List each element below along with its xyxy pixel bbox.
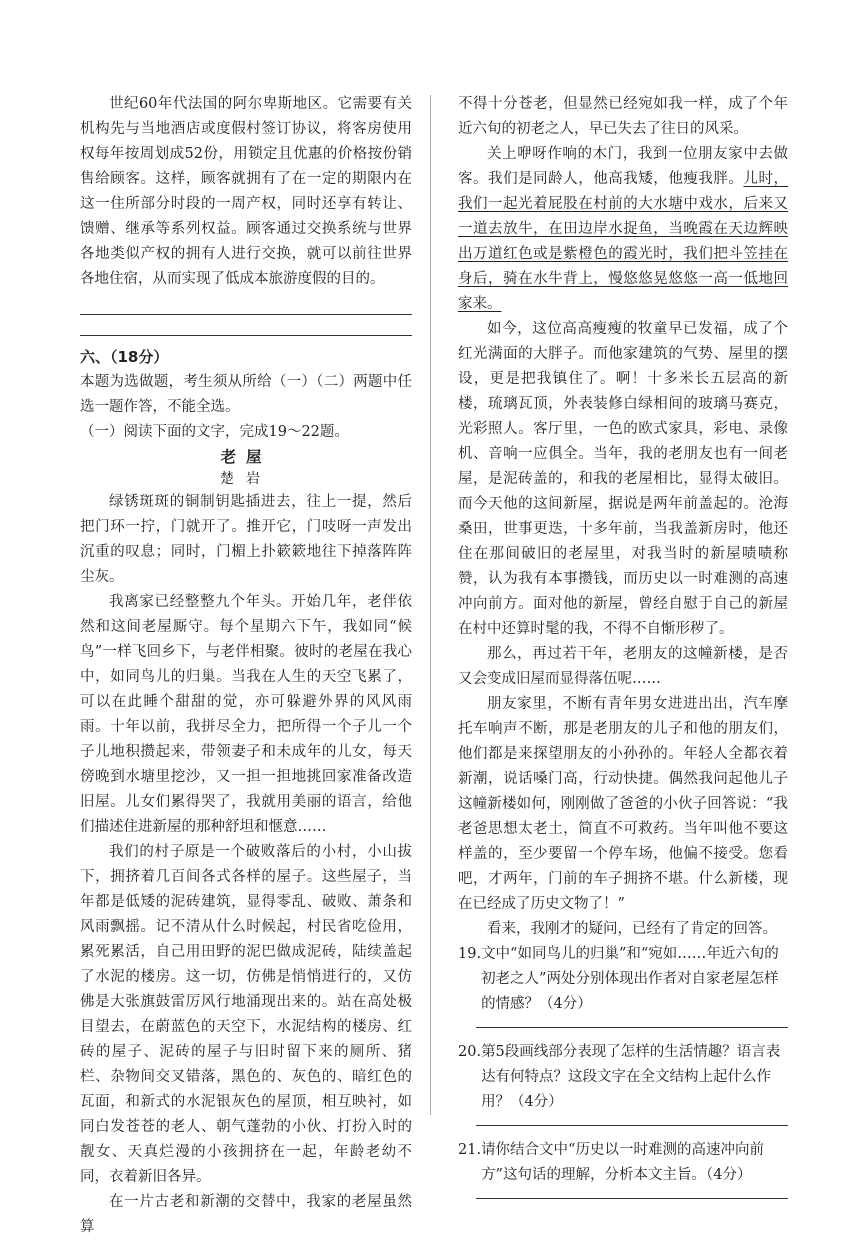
question-number: 21.: [458, 1142, 482, 1158]
left-column: [80, 92, 412, 1240]
question-number: 20.: [458, 1044, 482, 1060]
section-title: 六、（18分）: [80, 348, 169, 366]
essay-title: 老屋: [220, 447, 272, 466]
question-text: 请你结合文中“历史以一时难测的高速冲向前方”这句话的理解，分析本文主旨。（4分）: [481, 1142, 764, 1183]
question-text: 文中“如同鸟儿的归巢”和“宛如……年近六旬的初老之人”两处分别体现出作者对自家老屋怎样的情感？（4分）: [481, 946, 779, 1012]
essay-paragraph-7: 那么，再过若干年，老朋友的这幢新楼，是否又会变成旧屋而显得落伍呢……: [458, 646, 788, 687]
essay-paragraph-1: 绿锈斑斑的铜制钥匙插进去，往上一提，然后把门环一拧，门就开了。推开它，门吱呀一声发出沉重的叹息；同时，门楣上扑簌簌地往下掉落阵阵尘灰。: [80, 494, 412, 585]
essay-paragraph-9: 看来，我刚才的疑问，已经有了肯定的回答。: [487, 921, 777, 937]
section-instruction: 本题为选做题，考生须从所给（一）（二）两题中任选一题作答，不能全选。: [80, 374, 412, 415]
paragraph-5-start: 关上咿呀作响的木门，我到一位朋友家中去做客。我们是同龄人，他高我矮，他瘦我胖。: [458, 146, 788, 187]
question-21: [458, 1138, 788, 1188]
question-20: [458, 1040, 788, 1115]
intro-paragraph: 世纪60年代法国的阿尔卑斯地区。它需要有关机构先与当地酒店或度假村签订协议，将客房使用权每年按周划成52份，用锁定且优惠的价格按份销售给顾客。这样，顾客就拥有了在一定的期限内在这一住所部分时段的一周产权，同时还享有转让、馈赠、继承等系列权益。顾客通过交换系统与世界各地类似产权的拥有人进行交换，就可以前往世界各地住宿，从而实现了低成本旅游度假的目的。: [80, 96, 412, 287]
question-number: 19.: [458, 946, 482, 962]
essay-paragraph-8: 朋友家里，不断有青年男女进进出出，汽车摩托车响声不断，那是老朋友的儿子和他的朋友们，他们都是来探望朋友的小孙孙的。年轻人全都衣着新潮，说话嗓门高，行动快捷。偶然我问起他儿子这幢新楼如何，刚刚做了爸爸的小伙子回答说：“我老爸思想太老土，简直不可救药。当年叫他不要这样盖的，至少要留一个停车场，他偏不接受。您看吧，才两年，门前的车子拥挤不堪。什么新楼，现在已经成了历史文物了！”: [458, 696, 788, 912]
answer-line: [80, 314, 412, 315]
sub-instruction: （一）阅读下面的文字，完成19～22题。: [80, 424, 349, 440]
essay-paragraph-4-cont: 不得十分苍老，但显然已经宛如我一样，成了个年近六旬的初老之人，早已失去了往日的风采。: [458, 96, 788, 137]
essay-paragraph-5: [458, 142, 788, 317]
essay-paragraph-3: 我们的村子原是一个破败落后的小村，小山拔下，拥挤着几百间各式各样的屋子。这些屋子，当年都是低矮的泥砖建筑，显得零乱、破败、萧条和风雨飘摇。记不清从什么时候起，村民省吃俭用，累死累活，自己用田野的泥巴做成泥砖，陆续盖起了水泥的楼房。这一切，仿佛是悄悄进行的，又仿佛是大张旗鼓雷厉风行地涌现出来的。站在高处极目望去，在蔚蓝色的天空下，水泥结构的楼房、红砖的屋子、泥砖的屋子与旧时留下来的厕所、猪栏、杂物间交叉错落，黑色的、灰色的、暗红色的瓦面，和新式的水泥银灰色的屋顶，相互映衬，如同白发苍苍的老人、朝气蓬勃的小伙、打扮入时的靓女、天真烂漫的小孩拥挤在一起，年龄老幼不同，衣着新旧各异。: [80, 844, 412, 1185]
essay-paragraph-4: 在一片古老和新潮的交替中，我家的老屋虽然算: [80, 1194, 412, 1235]
essay-paragraph-2: 我离家已经整整九个年头。开始几年，老伴依然和这间老屋厮守。每个星期六下午，我如同“候鸟”一样飞回乡下，与老伴相聚。彼时的老屋在我心中，如同鸟儿的归巢。当我在人生的天空飞累了，可以在此睡个甜甜的觉，亦可躲避外界的风风雨雨。十年以前，我拼尽全力，把所得一个子儿一个子儿地积攒起来，带领妻子和未成年的儿女，每天傍晚到水塘里挖沙，又一担一担地挑回家准备改造旧屋。儿女们累得哭了，我就用美丽的语言，给他们描述住进新屋的那种舒坦和惬意……: [80, 594, 412, 835]
question-19: [458, 942, 788, 1017]
essay-paragraph-6: 如今，这位高高瘦瘦的牧童早已发福，成了个红光满面的大胖子。而他家建筑的气势、屋里的摆设，更是把我镇住了。啊！十多米长五层高的新楼，琉璃瓦顶，外表装修白绿相间的玻璃马赛克，光彩照人。客厅里，一色的欧式家具，彩电、录像机、音响一应俱全。当年，我的老朋友也有一间老屋，是泥砖盖的，和我的老屋相比，显得太破旧。而今天他的这间新屋，据说是两年前盖起的。沧海桑田，世事更迭，十多年前，当我盖新房时，他还住在那间破旧的老屋里，对我当时的新屋啧啧称赞，认为我有本事攒钱，而历史以一时难测的高速冲向前方。面对他的新屋，曾经自慰于自己的新屋在村中还算时髦的我，不得不自惭形秽了。: [458, 321, 788, 637]
question-text: 第5段画线部分表现了怎样的生活情趣？语言表达有何特点？这段文字在全文结构上起什么作用？（4分）: [481, 1044, 781, 1110]
right-column: [458, 92, 788, 1211]
essay-author: 楚岩: [220, 471, 272, 487]
underlined-passage: 儿时，我们一起光着屁股在村前的大水塘中戏水，后来又一道去放牛，在田边岸水捉鱼，当晚霞在天边辉映出万道红色或是紫橙色的霞光时，我们把斗笠挂在身后，骑在水牛背上，慢悠悠晃悠悠一高一低地回家来。: [458, 171, 789, 312]
answer-line: [80, 335, 412, 336]
answer-line: [476, 1198, 788, 1199]
column-divider: [430, 95, 431, 1115]
answer-line: [476, 1027, 788, 1028]
answer-line: [476, 1125, 788, 1126]
